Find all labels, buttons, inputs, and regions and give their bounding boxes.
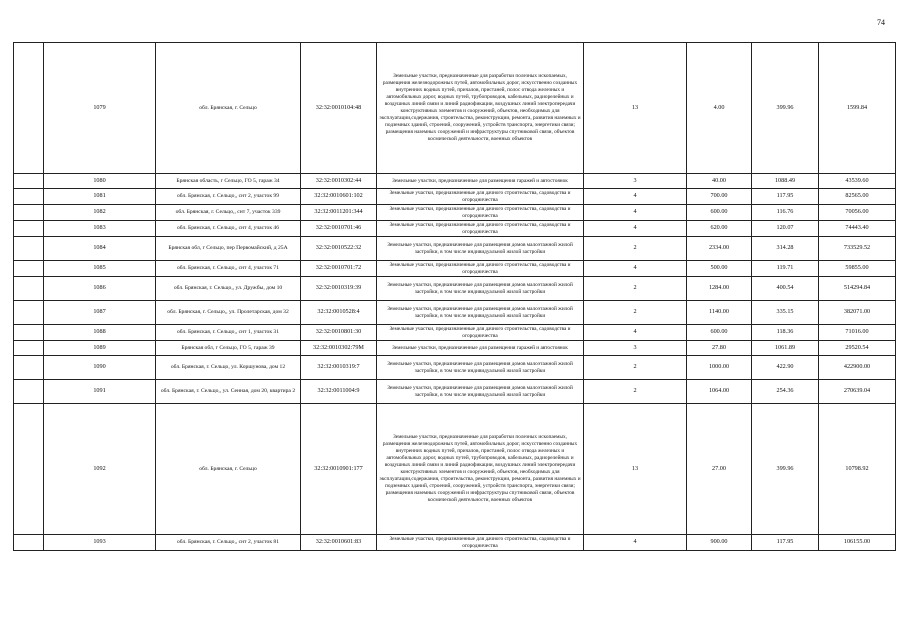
cell-row-number: 1090 (44, 356, 156, 380)
cell-cadastral-number: 32:32:0010901:177 (301, 404, 377, 535)
cell-specific-value: 254.36 (752, 380, 819, 404)
cell-row-number: 1086 (44, 277, 156, 301)
cell-group: 4 (584, 535, 687, 551)
cell-group: 2 (584, 356, 687, 380)
cell-group: 4 (584, 325, 687, 341)
cell-cadastral-value: 29520.54 (819, 341, 896, 356)
table-row (14, 43, 896, 174)
cell-group: 3 (584, 341, 687, 356)
cell-specific-value: 400.54 (752, 277, 819, 301)
cell-area: 2334.00 (687, 237, 752, 261)
cell-cadastral-number: 32:32:0010319:39 (301, 277, 377, 301)
cell-land-use-description: Земельные участки, предназначенные для дачного строительства, садоводства и огородничества (377, 189, 584, 205)
cell-specific-value: 117.95 (752, 535, 819, 551)
cell-empty (14, 356, 44, 380)
cell-cadastral-value: 1599.84 (819, 43, 896, 174)
cell-area: 620.00 (687, 221, 752, 237)
cell-address: обл. Брянская, г. Сельцо,, ул. Пролетарская, дом 32 (156, 301, 301, 325)
table-row (14, 301, 896, 325)
cell-cadastral-number: 32:32:0010701:72 (301, 261, 377, 277)
cell-land-use-description: Земельные участки, предназначенные для размещения домов малоэтажной жилой застройки, в том числе индивидуальной жилой застройки (377, 237, 584, 261)
cell-land-use-description: Земельные участки, предназначенные для размещения гаражей и автостоянок (377, 174, 584, 189)
cell-land-use-description: Земельные участки, предназначенные для дачного строительства, садоводства и огородничества (377, 261, 584, 277)
cell-cadastral-value: 422900.00 (819, 356, 896, 380)
cell-area: 900.00 (687, 535, 752, 551)
cell-row-number: 1087 (44, 301, 156, 325)
cell-land-use-description: Земельные участки, предназначенные для размещения домов малоэтажной жилой застройки, в том числе индивидуальной жилой застройки (377, 356, 584, 380)
cell-group: 4 (584, 221, 687, 237)
cell-land-use-description: Земельные участки, предназначенные для размещения домов малоэтажной жилой застройки, в том числе индивидуальной жилой застройки (377, 380, 584, 404)
table-row (14, 221, 896, 237)
table-row (14, 237, 896, 261)
cell-row-number: 1093 (44, 535, 156, 551)
cell-group: 2 (584, 277, 687, 301)
cell-cadastral-number: 32:32:0010528:4 (301, 301, 377, 325)
cell-area: 1000.00 (687, 356, 752, 380)
table-row (14, 356, 896, 380)
cell-row-number: 1084 (44, 237, 156, 261)
cell-specific-value: 120.07 (752, 221, 819, 237)
cell-group: 3 (584, 174, 687, 189)
cell-specific-value: 335.15 (752, 301, 819, 325)
land-registry-table (13, 42, 896, 551)
cell-area: 600.00 (687, 205, 752, 221)
cell-area: 1284.00 (687, 277, 752, 301)
cell-cadastral-number: 32:32:0010302:79М (301, 341, 377, 356)
cell-empty (14, 277, 44, 301)
cell-area: 40.00 (687, 174, 752, 189)
cell-row-number: 1079 (44, 43, 156, 174)
cell-cadastral-number: 32:32:0011004:9 (301, 380, 377, 404)
cell-row-number: 1083 (44, 221, 156, 237)
cell-empty (14, 205, 44, 221)
cell-cadastral-value: 43539.60 (819, 174, 896, 189)
cell-empty (14, 221, 44, 237)
cell-empty (14, 380, 44, 404)
cell-cadastral-value: 59855.00 (819, 261, 896, 277)
cell-row-number: 1092 (44, 404, 156, 535)
table-row (14, 404, 896, 535)
cell-area: 600.00 (687, 325, 752, 341)
cell-cadastral-value: 733529.52 (819, 237, 896, 261)
cell-land-use-description: Земельные участки, предназначенные для размещения домов малоэтажной жилой застройки, в том числе индивидуальной жилой застройки (377, 277, 584, 301)
cell-area: 1140.00 (687, 301, 752, 325)
cell-cadastral-value: 382071.00 (819, 301, 896, 325)
table-row (14, 380, 896, 404)
cell-area: 500.00 (687, 261, 752, 277)
cell-address: обл. Брянская, г. Сельцо,, снт 7, участок 339 (156, 205, 301, 221)
cell-cadastral-value: 74443.40 (819, 221, 896, 237)
cell-cadastral-value: 82565.00 (819, 189, 896, 205)
cell-empty (14, 174, 44, 189)
cell-specific-value: 117.95 (752, 189, 819, 205)
cell-area: 4.00 (687, 43, 752, 174)
cell-row-number: 1088 (44, 325, 156, 341)
cell-land-use-description: Земельные участки, предназначенные для размещения гаражей и автостоянок (377, 341, 584, 356)
cell-address: Брянская обл, г Сельцо, ГО 5, гараж 39 (156, 341, 301, 356)
cell-address: обл. Брянская, г. Сельцо (156, 43, 301, 174)
cell-address: обл. Брянская, г. Сельцо,, ул. Сенная, дом 20, квартира 2 (156, 380, 301, 404)
cell-specific-value: 119.71 (752, 261, 819, 277)
cell-specific-value: 314.28 (752, 237, 819, 261)
cell-area: 27.00 (687, 404, 752, 535)
cell-group: 4 (584, 261, 687, 277)
cell-land-use-description: Земельные участки, предназначенные для разработки полезных ископаемых, размещения железнодорожных путей, автомобильных дорог, искусственно созданных внутренних водных путей, причалов, пристаней, полос отвода железных и автомобильных дорог, водных путей, трубопроводов, кабельных, радиорелейных и воздушных линий связи и линий радиофикации, воздушных линий электропередачи конструктивных элементов и сооружений, объектов, необходимых для эксплуатации,содержания, строительства, реконструкции, ремонта, развития наземных и подземных зданий, строений, сооружений, устройств транспорта, энергетики связи; размещения наземных сооружений и инфраструктуры спутниковой связи, объектов космической деятельности, военных объектов (377, 43, 584, 174)
cell-specific-value: 399.96 (752, 43, 819, 174)
cell-land-use-description: Земельные участки, предназначенные для дачного строительства, садоводства и огородничества (377, 221, 584, 237)
cell-group: 2 (584, 237, 687, 261)
cell-land-use-description: Земельные участки, предназначенные для дачного строительства, садоводства и огородничества (377, 325, 584, 341)
cell-cadastral-number: 32:32:0011201:344 (301, 205, 377, 221)
table-row (14, 174, 896, 189)
cell-address: обл. Брянская, г. Сельцо,, снт 4, участок 46 (156, 221, 301, 237)
cell-empty (14, 237, 44, 261)
table-row (14, 325, 896, 341)
cell-address: обл. Брянская, г. Сельцо,, снт 4, участок 71 (156, 261, 301, 277)
cell-specific-value: 422.90 (752, 356, 819, 380)
table-row (14, 341, 896, 356)
cell-specific-value: 118.36 (752, 325, 819, 341)
cell-cadastral-value: 514294.84 (819, 277, 896, 301)
cell-address: обл. Брянская, г. Сельцо,, снт 2, участок 81 (156, 535, 301, 551)
table-row (14, 277, 896, 301)
cell-address: Брянская область, г Сельцо, ГО 5, гараж 34 (156, 174, 301, 189)
cell-cadastral-value: 71016.00 (819, 325, 896, 341)
cell-land-use-description: Земельные участки, предназначенные для дачного строительства, садоводства и огородничества (377, 535, 584, 551)
cell-group: 2 (584, 380, 687, 404)
cell-cadastral-number: 32:32:0010104:48 (301, 43, 377, 174)
cell-cadastral-number: 32:32:0010801:30 (301, 325, 377, 341)
cell-address: Брянская обл, г Сельцо, пер Первомайский, д 25А (156, 237, 301, 261)
cell-cadastral-number: 32:32:0010319:7 (301, 356, 377, 380)
page-number: 74 (877, 18, 885, 27)
cell-cadastral-value: 10798.92 (819, 404, 896, 535)
cell-group: 4 (584, 205, 687, 221)
cell-address: обл. Брянская, г. Сельцо, ул. Коршунова, дом 12 (156, 356, 301, 380)
cell-address: обл. Брянская, г. Сельцо,, снт 1, участок 31 (156, 325, 301, 341)
cell-address: обл. Брянская, г. Сельцо,, снт 2, участок 99 (156, 189, 301, 205)
cell-specific-value: 399.96 (752, 404, 819, 535)
table-row (14, 535, 896, 551)
cell-row-number: 1081 (44, 189, 156, 205)
cell-group: 4 (584, 189, 687, 205)
cell-area: 1064.00 (687, 380, 752, 404)
cell-specific-value: 116.76 (752, 205, 819, 221)
cell-group: 13 (584, 404, 687, 535)
cell-empty (14, 404, 44, 535)
cell-cadastral-number: 32:32:0010601:83 (301, 535, 377, 551)
cell-empty (14, 341, 44, 356)
cell-address: обл. Брянская, г. Сельцо,, ул. Дружбы, дом 10 (156, 277, 301, 301)
cell-cadastral-number: 32:32:0010522:32 (301, 237, 377, 261)
cell-row-number: 1091 (44, 380, 156, 404)
cell-address: обл. Брянская, г. Сельцо (156, 404, 301, 535)
cell-cadastral-number: 32:32:0010601:102 (301, 189, 377, 205)
cell-group: 13 (584, 43, 687, 174)
cell-area: 700.00 (687, 189, 752, 205)
cell-cadastral-value: 106155.00 (819, 535, 896, 551)
cell-empty (14, 43, 44, 174)
cell-specific-value: 1088.49 (752, 174, 819, 189)
cell-row-number: 1080 (44, 174, 156, 189)
cell-cadastral-value: 70056.00 (819, 205, 896, 221)
cell-empty (14, 325, 44, 341)
cell-land-use-description: Земельные участки, предназначенные для дачного строительства, садоводства и огородничества (377, 205, 584, 221)
cell-cadastral-number: 32:32:0010701:46 (301, 221, 377, 237)
table-body (14, 43, 896, 551)
cell-empty (14, 189, 44, 205)
cell-land-use-description: Земельные участки, предназначенные для разработки полезных ископаемых, размещения железнодорожных путей, автомобильных дорог, искусственно созданных внутренних водных путей, причалов, пристаней, полос отвода железных и автомобильных дорог, водных путей, трубопроводов, кабельных, радиорелейных и воздушных линий связи и линий радиофикации, воздушных линий электропередачи конструктивных элементов и сооружений, объектов, необходимых для эксплуатации,содержания, строительства, реконструкции, ремонта, развития наземных и подземных зданий, строений, сооружений, устройств транспорта, энергетики связи; размещения наземных сооружений и инфраструктуры спутниковой связи, объектов космической деятельности, военных объектов (377, 404, 584, 535)
cell-land-use-description: Земельные участки, предназначенные для размещения домов малоэтажной жилой застройки, в том числе индивидуальной жилой застройки (377, 301, 584, 325)
table-row (14, 261, 896, 277)
cell-area: 27.80 (687, 341, 752, 356)
cell-cadastral-number: 32:32:0010302:44 (301, 174, 377, 189)
cell-specific-value: 1061.89 (752, 341, 819, 356)
cell-row-number: 1085 (44, 261, 156, 277)
cell-row-number: 1089 (44, 341, 156, 356)
cell-empty (14, 535, 44, 551)
cell-row-number: 1082 (44, 205, 156, 221)
cell-group: 2 (584, 301, 687, 325)
table-row (14, 189, 896, 205)
cell-empty (14, 261, 44, 277)
cell-cadastral-value: 270639.04 (819, 380, 896, 404)
table-row (14, 205, 896, 221)
cell-empty (14, 301, 44, 325)
